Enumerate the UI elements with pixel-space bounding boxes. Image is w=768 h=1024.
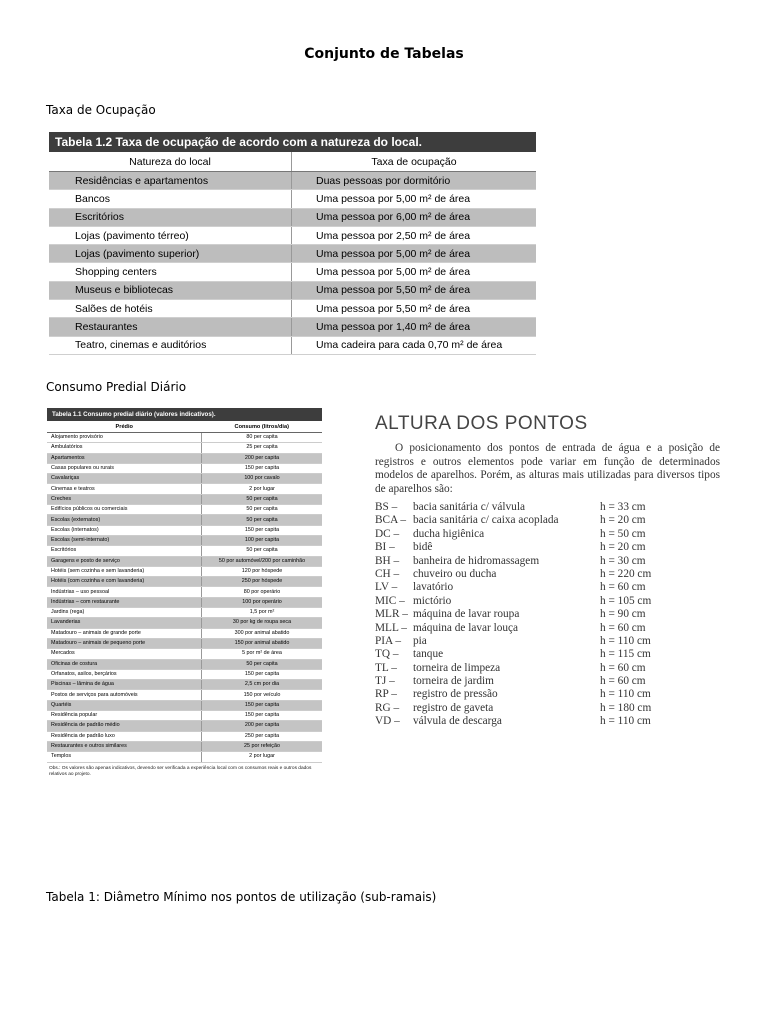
cell-consumo: 250 per capita	[202, 731, 323, 741]
document-title: Conjunto de Tabelas	[304, 46, 464, 62]
cell-predio: Hotéis (sem cozinha e sem lavanderia)	[47, 566, 202, 576]
cell-consumo: 150 per capita	[202, 463, 323, 473]
cell-taxa: Uma pessoa por 5,50 m² de área	[292, 281, 537, 299]
table-row	[47, 556, 322, 566]
item-code: DC –	[375, 527, 400, 540]
cell-consumo: 5 por m² de área	[202, 649, 323, 659]
cell-predio: Ambulatórios	[47, 443, 202, 453]
cell-taxa: Uma pessoa por 5,00 m² de área	[292, 263, 537, 281]
item-code: RP –	[375, 688, 397, 701]
table-row	[49, 190, 536, 208]
cell-natureza: Lojas (pavimento térreo)	[49, 226, 292, 244]
list-item	[375, 688, 720, 701]
cell-predio: Mercados	[47, 649, 202, 659]
cell-predio: Residência popular	[47, 711, 202, 721]
item-code: TQ –	[375, 648, 399, 661]
item-description: mictório	[413, 594, 452, 607]
column-header-predio: Prédio	[47, 421, 202, 433]
item-height: h = 90 cm	[600, 608, 646, 621]
item-height: h = 220 cm	[600, 567, 652, 580]
item-code: BH –	[375, 554, 400, 567]
cell-consumo: 100 per capita	[202, 535, 323, 545]
item-code: TJ –	[375, 675, 395, 688]
item-code: MLR –	[375, 608, 408, 621]
cell-predio: Lavanderias	[47, 618, 202, 628]
altura-title: ALTURA DOS PONTOS	[375, 413, 588, 434]
item-code: MLL –	[375, 621, 407, 634]
table-footnote: Obs.: Os valores são apenas indicativos, devendo ser verificada a experiência local com os consumos reais e outros dados relativos ao projeto.	[49, 765, 312, 777]
item-description: banheira de hidromassagem	[413, 554, 540, 567]
item-code: TL –	[375, 661, 397, 674]
list-item	[375, 635, 720, 648]
item-description: máquina de lavar louça	[413, 621, 519, 634]
item-description: torneira de limpeza	[413, 661, 501, 674]
item-description: bacia sanitária c/ caixa acoplada	[413, 514, 559, 527]
table-row	[47, 577, 322, 587]
item-description: registro de pressão	[413, 688, 498, 701]
list-item	[375, 568, 720, 581]
item-height: h = 115 cm	[600, 648, 651, 661]
item-code: BCA –	[375, 514, 407, 527]
cell-consumo: 150 per capita	[202, 669, 323, 679]
table-row	[49, 226, 536, 244]
cell-consumo: 150 per capita	[202, 700, 323, 710]
cell-consumo: 50 per capita	[202, 659, 323, 669]
cell-consumo: 300 por animal abatido	[202, 628, 323, 638]
cell-consumo: 150 per capita	[202, 711, 323, 721]
cell-consumo: 50 per capita	[202, 494, 323, 504]
cell-consumo: 100 por cavalo	[202, 474, 323, 484]
table-row	[49, 281, 536, 299]
list-item	[375, 648, 720, 661]
table-row	[49, 336, 536, 354]
cell-consumo: 50 per capita	[202, 546, 323, 556]
item-code: RG –	[375, 701, 400, 714]
item-description: ducha higiênica	[413, 527, 485, 540]
cell-consumo: 120 por hóspede	[202, 566, 323, 576]
item-height: h = 20 cm	[600, 514, 646, 527]
cell-consumo: 150 per capita	[202, 525, 323, 535]
table-row	[47, 721, 322, 731]
cell-consumo: 2 por lugar	[202, 484, 323, 494]
list-item	[375, 662, 720, 675]
list-item	[375, 622, 720, 635]
cell-predio: Residência de padrão médio	[47, 721, 202, 731]
cell-predio: Escritórios	[47, 546, 202, 556]
cell-predio: Oficinas de costura	[47, 659, 202, 669]
cell-taxa: Uma pessoa por 6,00 m² de área	[292, 208, 537, 226]
cell-predio: Creches	[47, 494, 202, 504]
cell-consumo: 80 per capita	[202, 433, 323, 443]
table-caption: Tabela 1.2 Taxa de ocupação de acordo com a natureza do local.	[49, 132, 536, 152]
item-code: VD –	[375, 715, 400, 728]
item-description: chuveiro ou ducha	[413, 567, 497, 580]
table-row	[47, 628, 322, 638]
item-height: h = 60 cm	[600, 581, 646, 594]
item-description: válvula de descarga	[413, 715, 502, 728]
table-row	[47, 700, 322, 710]
table-row	[47, 525, 322, 535]
list-item	[375, 555, 720, 568]
table-row	[47, 618, 322, 628]
cell-taxa: Duas pessoas por dormitório	[292, 172, 537, 190]
cell-predio: Orfanatos, asilos, berçários	[47, 669, 202, 679]
section-label-diametro: Tabela 1: Diâmetro Mínimo nos pontos de utilização (sub-ramais)	[46, 890, 437, 904]
cell-predio: Hotéis (com cozinha e com lavanderia)	[47, 577, 202, 587]
section-label-consumo: Consumo Predial Diário	[46, 380, 187, 394]
table-row	[47, 484, 322, 494]
cell-consumo: 80 por operário	[202, 587, 323, 597]
item-description: pia	[413, 634, 427, 647]
table-row	[47, 453, 322, 463]
cell-taxa: Uma cadeira para cada 0,70 m² de área	[292, 336, 537, 354]
cell-consumo: 150 por veículo	[202, 690, 323, 700]
item-height: h = 20 cm	[600, 541, 646, 554]
cell-taxa: Uma pessoa por 1,40 m² de área	[292, 318, 537, 336]
table-row	[49, 245, 536, 263]
table-row	[47, 741, 322, 751]
cell-taxa: Uma pessoa por 2,50 m² de área	[292, 226, 537, 244]
cell-predio: Garagens e posto de serviço	[47, 556, 202, 566]
cell-predio: Indústrias – com restaurante	[47, 597, 202, 607]
table-row	[47, 463, 322, 473]
table-row	[47, 515, 322, 525]
table-row	[47, 731, 322, 741]
table-taxa-ocupacao	[49, 132, 536, 359]
item-height: h = 110 cm	[600, 634, 651, 647]
table-row	[47, 587, 322, 597]
altura-list	[375, 501, 720, 729]
section-label-taxa-ocupacao: Taxa de Ocupação	[46, 103, 156, 117]
cell-predio: Escolas (externatos)	[47, 515, 202, 525]
cell-consumo: 100 por operário	[202, 597, 323, 607]
cell-consumo: 2,5 cm por dia	[202, 680, 323, 690]
table-row	[49, 300, 536, 318]
cell-natureza: Teatro, cinemas e auditórios	[49, 336, 292, 354]
cell-natureza: Shopping centers	[49, 263, 292, 281]
list-item	[375, 675, 720, 688]
cell-predio: Matadouro – animais de pequeno porte	[47, 638, 202, 648]
cell-predio: Jardins (rega)	[47, 608, 202, 618]
cell-natureza: Lojas (pavimento superior)	[49, 245, 292, 263]
cell-predio: Escolas (internatos)	[47, 525, 202, 535]
item-height: h = 105 cm	[600, 594, 652, 607]
consumption-table	[47, 421, 322, 763]
cell-predio: Escolas (semi-internato)	[47, 535, 202, 545]
table-caption: Tabela 1.1 Consumo predial diário (valores indicativos).	[47, 408, 322, 421]
item-code: LV –	[375, 581, 398, 594]
cell-consumo: 200 per capita	[202, 721, 323, 731]
cell-consumo: 1,5 por m²	[202, 608, 323, 618]
item-description: bacia sanitária c/ válvula	[413, 501, 525, 513]
item-code: BS –	[375, 501, 398, 513]
cell-taxa: Uma pessoa por 5,00 m² de área	[292, 190, 537, 208]
cell-predio: Casas populares ou rurais	[47, 463, 202, 473]
cell-natureza: Bancos	[49, 190, 292, 208]
table-row	[47, 690, 322, 700]
list-item	[375, 608, 720, 621]
table-row	[47, 535, 322, 545]
cell-taxa: Uma pessoa por 5,50 m² de área	[292, 300, 537, 318]
table-row	[47, 566, 322, 576]
table-consumo-predial	[47, 408, 322, 798]
cell-predio: Piscinas – lâmina de água	[47, 680, 202, 690]
item-description: torneira de jardim	[413, 675, 494, 688]
cell-natureza: Residências e apartamentos	[49, 172, 292, 190]
column-header-natureza: Natureza do local	[49, 152, 292, 172]
list-item	[375, 702, 720, 715]
cell-predio: Indústrias – uso pessoal	[47, 587, 202, 597]
item-code: MIC –	[375, 594, 405, 607]
item-description: bidê	[413, 541, 433, 554]
column-header-taxa: Taxa de ocupação	[292, 152, 537, 172]
occupancy-table	[49, 152, 536, 355]
cell-consumo: 30 por kg de roupa seca	[202, 618, 323, 628]
item-code: CH –	[375, 567, 400, 580]
table-row	[47, 546, 322, 556]
table-row	[47, 649, 322, 659]
cell-predio: Postos de serviços para automóveis	[47, 690, 202, 700]
table-row	[47, 474, 322, 484]
cell-natureza: Salões de hotéis	[49, 300, 292, 318]
list-item	[375, 541, 720, 554]
table-row	[49, 318, 536, 336]
item-height: h = 110 cm	[600, 715, 651, 728]
cell-consumo: 50 per capita	[202, 505, 323, 515]
cell-taxa: Uma pessoa por 5,00 m² de área	[292, 245, 537, 263]
cell-natureza: Museus e bibliotecas	[49, 281, 292, 299]
cell-predio: Edifícios públicos ou comerciais	[47, 505, 202, 515]
list-item	[375, 595, 720, 608]
cell-consumo: 50 per capita	[202, 515, 323, 525]
table-row	[47, 597, 322, 607]
item-code: PIA –	[375, 634, 402, 647]
item-height: h = 180 cm	[600, 701, 652, 714]
cell-consumo: 150 por animal abatido	[202, 638, 323, 648]
table-row	[47, 659, 322, 669]
table-row	[47, 505, 322, 515]
table-row	[47, 433, 322, 443]
item-height: h = 60 cm	[600, 675, 646, 688]
list-item	[375, 501, 720, 514]
table-row	[47, 638, 322, 648]
list-item	[375, 528, 720, 541]
table-row	[47, 711, 322, 721]
cell-predio: Cinemas e teatros	[47, 484, 202, 494]
item-height: h = 50 cm	[600, 527, 646, 540]
cell-consumo: 250 por hóspede	[202, 577, 323, 587]
cell-consumo: 200 per capita	[202, 453, 323, 463]
cell-natureza: Escritórios	[49, 208, 292, 226]
table-row	[49, 263, 536, 281]
cell-predio: Alojamento provisório	[47, 433, 202, 443]
altura-dos-pontos-block	[375, 413, 720, 729]
item-code: BI –	[375, 541, 395, 554]
list-item	[375, 581, 720, 594]
table-row	[47, 608, 322, 618]
table-row	[47, 669, 322, 679]
cell-predio: Residência de padrão luxo	[47, 731, 202, 741]
table-row	[47, 494, 322, 504]
table-row	[47, 680, 322, 690]
cell-consumo: 25 per capita	[202, 443, 323, 453]
cell-predio: Cavalariças	[47, 474, 202, 484]
cell-predio: Templos	[47, 752, 202, 762]
cell-consumo: 50 por automóvel/200 por caminhão	[202, 556, 323, 566]
cell-predio: Apartamentos	[47, 453, 202, 463]
column-header-consumo: Consumo (litros/dia)	[202, 421, 323, 433]
item-height: h = 60 cm	[600, 621, 646, 634]
cell-natureza: Restaurantes	[49, 318, 292, 336]
item-description: máquina de lavar roupa	[413, 608, 520, 621]
cell-consumo: 2 por lugar	[202, 752, 323, 762]
item-description: tanque	[413, 648, 444, 661]
cell-consumo: 25 por refeição	[202, 741, 323, 751]
cell-predio: Restaurantes e outros similares	[47, 741, 202, 751]
table-row	[49, 208, 536, 226]
item-description: registro de gaveta	[413, 701, 494, 714]
altura-intro: O posicionamento dos pontos de entrada de água e a posição de registros e outros elementos pode variar em função de determinados modelos de aparelhos. Porém, as alturas mais utilizadas para diversos tipos de aparelhos são:	[375, 442, 720, 495]
table-row	[47, 752, 322, 762]
list-item	[375, 715, 720, 728]
item-height: h = 30 cm	[600, 554, 646, 567]
list-item	[375, 514, 720, 527]
item-description: lavatório	[413, 581, 454, 594]
table-row	[47, 443, 322, 453]
item-height: h = 33 cm	[600, 501, 646, 513]
cell-predio: Quartéis	[47, 700, 202, 710]
item-height: h = 60 cm	[600, 661, 646, 674]
table-row	[49, 172, 536, 190]
cell-predio: Matadouro – animais de grande porte	[47, 628, 202, 638]
item-height: h = 110 cm	[600, 688, 651, 701]
